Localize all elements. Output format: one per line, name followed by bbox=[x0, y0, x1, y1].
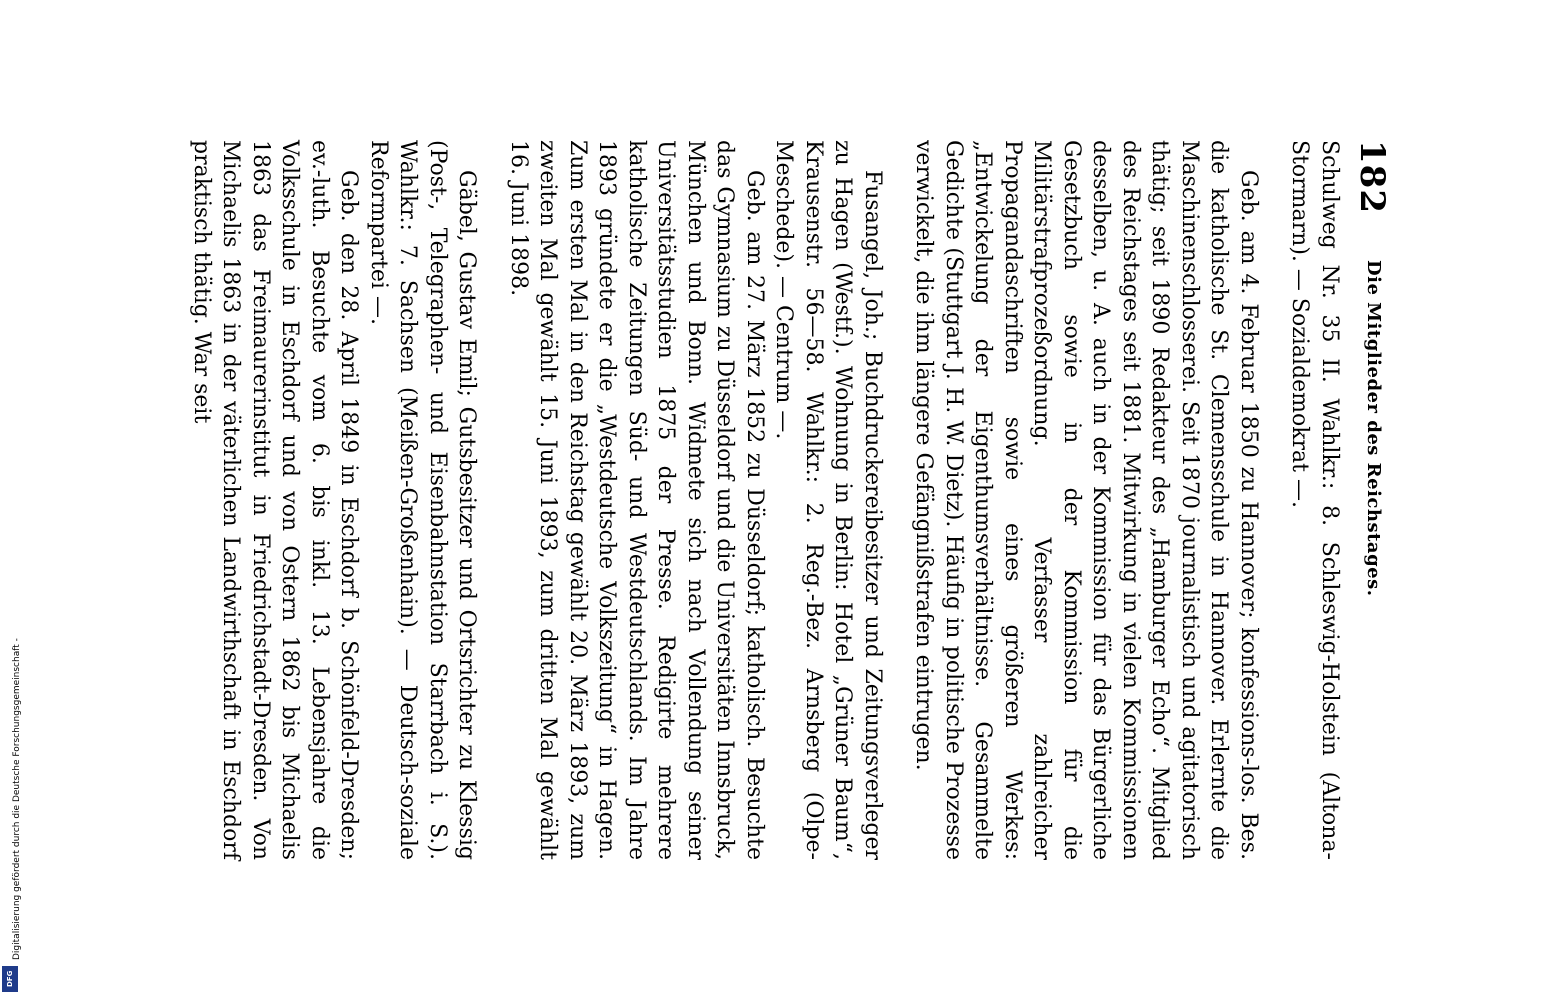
page-number: 182 bbox=[1352, 140, 1392, 214]
member-entry-heading: Gäbel, Gustav Emil; Gutsbesitzer und Ortsrichter zu Klessig (Post-, Telegraphen- und Eisenbahnstation Starrbach i. S.). Wahlkr.: 7. Sachsen (Meißen-Großenhain). — Deutsch-soziale Reformpartei —. bbox=[366, 140, 480, 860]
member-entry-heading: Fusangel, Joh.; Buchdruckereibesitzer und Zeitungsverleger zu Hagen (Westf.). Wohnung in Berlin: Hotel „Grüner Baum“, Krausenstr. 56—58. Wahlkr.: 2. Reg.-Bez. Arnsberg (Olpe-Meschede). — Centrum —. bbox=[771, 140, 885, 860]
biography-paragraph: Geb. am 4. Februar 1850 zu Hannover; konfessions-los. Bes. die katholische St. Clemensschule in Hannover. Erlernte die Maschinenschlosserei. Seit 1870 journalistisch und agitatorisch thätig; seit 1890 Redakteur des „Hamburger Echo“. Mitglied des Reichstages seit 1881. Mitwirkung in vielen Kommissionen desselben, u. A. auch in der Kommission für das Bürgerliche Gesetzbuch sowie in der Kommission für die Militärstrafprozeßordnung. Verfasser zahlreicher Propagandaschriften sowie eines größeren Werkes: „Entwickelung der Eigenthumsverhältnisse. Gesammelte Gedichte (Stuttgart J. H. W. Dietz). Häufig in politische Prozesse verwickelt, die ihm längere Gefängnißstrafen eintrugen. bbox=[911, 140, 1261, 860]
digitization-credit: Digitalisierung gefördert durch die Deutsche Forschungsgemeinschaft - bbox=[12, 638, 22, 960]
entry-continuation: Schulweg Nr. 35 II. Wahlkr.: 8. Schleswig-Holstein (Altona-Stormarn). — Sozialdemokrat —. bbox=[1287, 140, 1342, 860]
running-head: Die Mitglieder des Reichstages. bbox=[1363, 260, 1384, 597]
digitization-sidebar bbox=[0, 0, 24, 1000]
page-header bbox=[1352, 140, 1392, 860]
dfg-logo: DFG bbox=[2, 966, 18, 992]
biography-paragraph: Geb. den 28. April 1849 in Eschdorf b. Schönfeld-Dresden; ev.-luth. Besuchte vom 6. bis inkl. 13. Lebensjahre die Volksschule in Eschdorf und von Ostern 1862 bis Michaelis 1863 das Freimaurerinstitut in Friedrichstadt-Dresden. Von Michaelis 1863 in der väterlichen Landwirthschaft in Eschdorf praktisch thätig. War seit bbox=[189, 140, 362, 860]
page-body bbox=[187, 140, 1345, 860]
biography-paragraph: Geb. am 27. März 1852 zu Düsseldorf; katholisch. Besuchte das Gymnasium zu Düsseldorf und die Universitäten Innsbruck, München und Bonn. Widmete sich nach Vollendung seiner Universitätsstudien 1875 der Presse. Redigirte mehrere katholische Zeitungen Süd- und Westdeutschlands. Im Jahre 1893 gründete er die „Westdeutsche Volkszeitung“ in Hagen. Zum ersten Mal in den Reichstag gewählt 20. März 1893, zum zweiten Mal gewählt 15. Juni 1893, zum dritten Mal gewählt 16. Juni 1898. bbox=[506, 140, 767, 860]
rotated-page-content bbox=[172, 140, 1392, 860]
